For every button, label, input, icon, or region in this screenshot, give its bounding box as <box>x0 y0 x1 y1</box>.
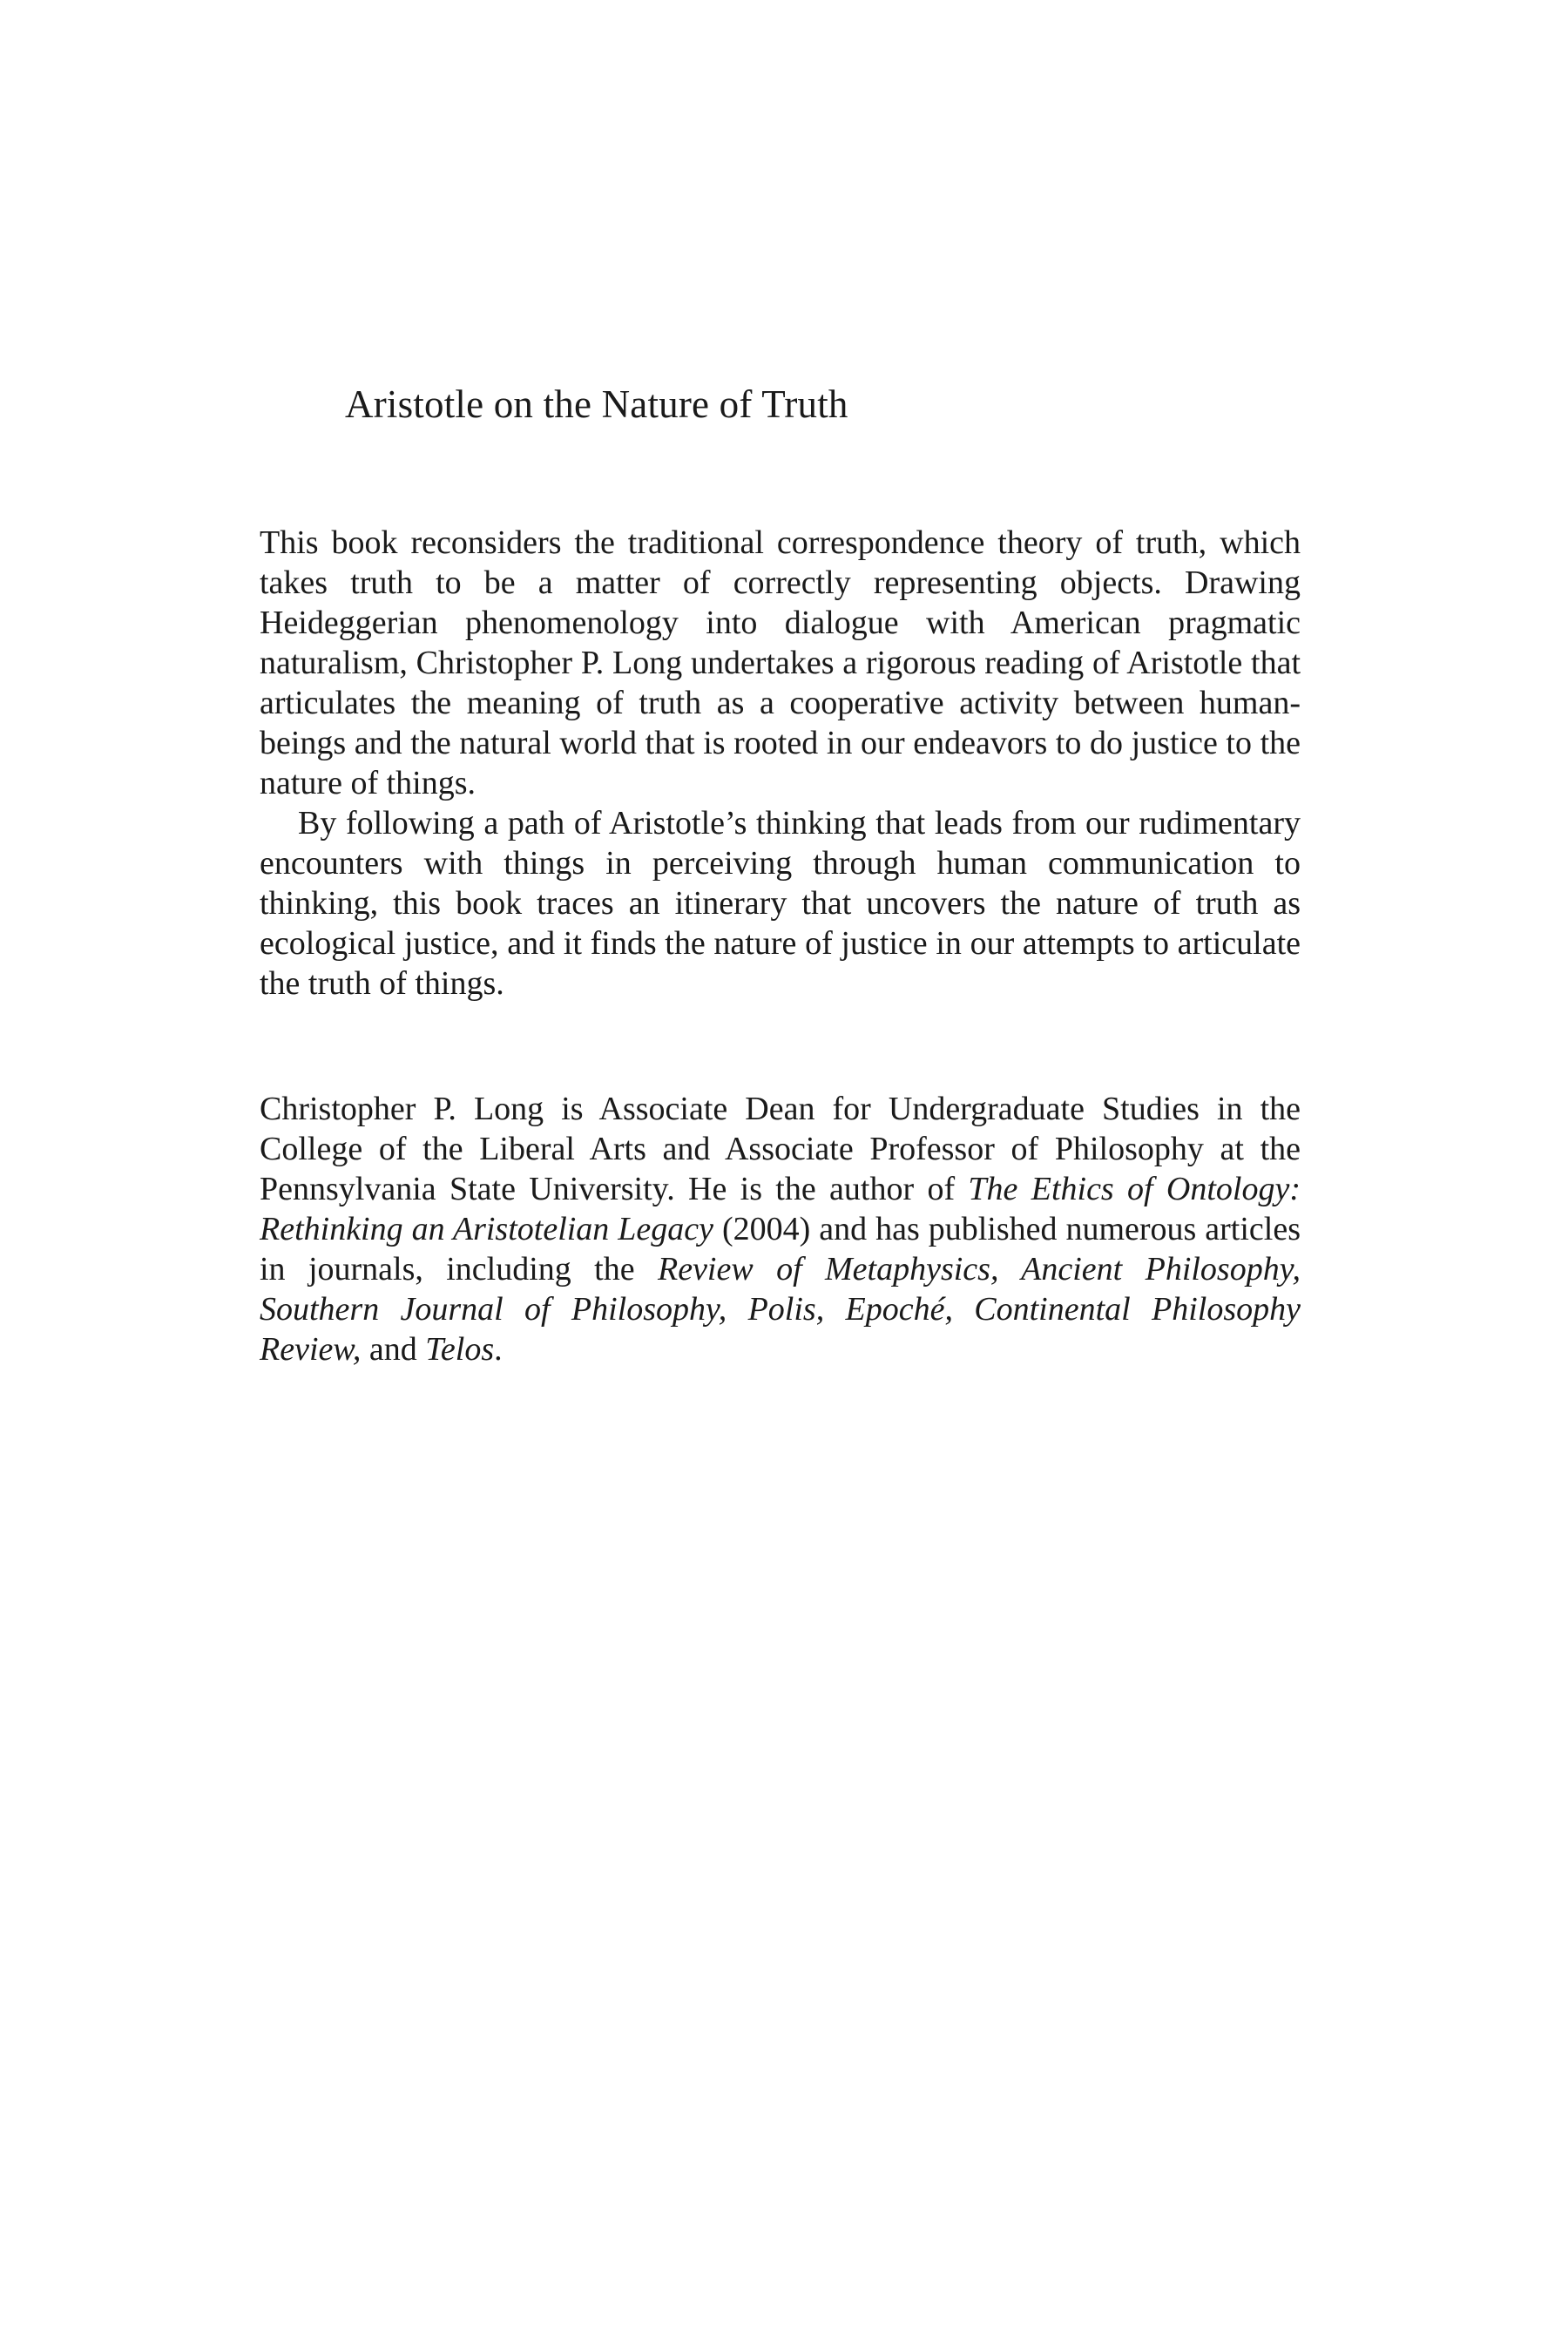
author-bio <box>260 1089 1301 1369</box>
bio-book-title: The Ethics of Ontology: Rethinking an Aristotelian Legacy <box>260 1171 1301 1247</box>
book-description <box>260 523 1301 1004</box>
author-bio-paragraph <box>260 1089 1301 1369</box>
description-paragraph-1: This book reconsiders the traditional correspondence theory of truth, which takes truth to be a matter of correctly representing objects. Drawing Heideggerian phenomenology into dialogue with American pragmatic naturalism, Christopher P. Long undertakes a rigorous reading of Aristotle that articulates the meaning of truth as a cooperative activity between human-beings and the natural world that is rooted in our endeavors to do justice to the nature of things. <box>260 524 1301 801</box>
bio-last-journal: Telos <box>425 1331 495 1368</box>
bio-journals: Review of Metaphysics, Ancient Philosophy, Southern Journal of Philosophy, Polis, Epoché, Continental Philosophy Review, <box>260 1251 1301 1368</box>
book-title: Aristotle on the Nature of Truth <box>345 382 848 426</box>
description-paragraph-2: By following a path of Aristotle’s thinking that leads from our rudimentary encounters with things in perceiving through human communication to thinking, this book traces an itinerary that uncovers the nature of truth as ecological justice, and it finds the nature of justice in our attempts to articulate the truth of things. <box>260 805 1301 1002</box>
bio-text-1: Christopher P. Long is Associate Dean for Undergraduate Studies in the College of the Liberal Arts and Associate Professor of Philosophy at the Pennsylvania State University. He is the author of <box>260 1091 1301 1207</box>
bio-text-3: and <box>361 1331 426 1368</box>
bio-text-4: . <box>494 1331 503 1368</box>
bio-text-2: (2004) and has published numerous articles in journals, including the <box>260 1211 1301 1288</box>
